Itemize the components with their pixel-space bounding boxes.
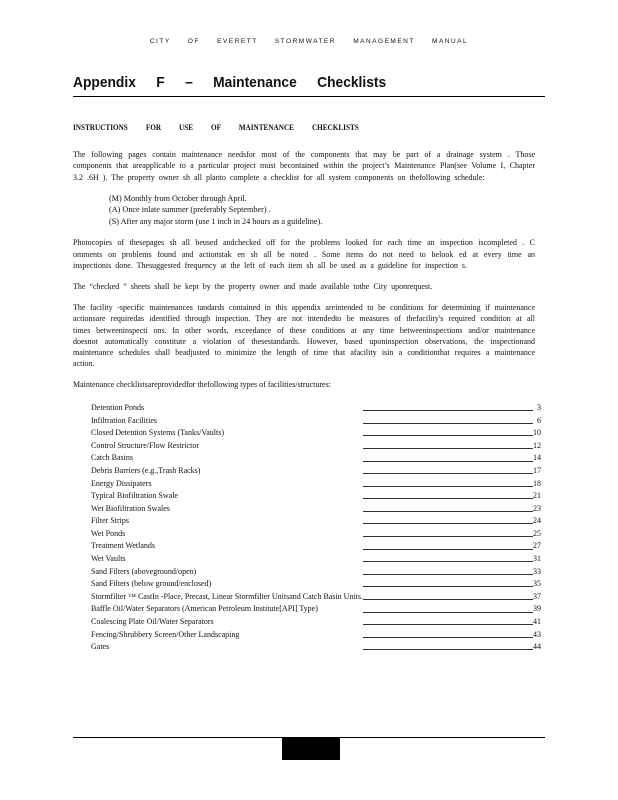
toc-leader (363, 501, 533, 514)
toc-row (91, 564, 541, 577)
toc-page: 12 (533, 440, 541, 450)
schedule-item: (M) Monthly from October through April. (109, 193, 247, 203)
toc-label: Sand Filters (aboveground/open) (91, 566, 197, 576)
schedule-item: (A) Once inlate summer (preferably September) . (109, 205, 271, 215)
toc-label: Filter Strips (91, 516, 130, 526)
schedule-list (109, 193, 535, 228)
toc-page: 39 (533, 604, 541, 614)
toc-page: 6 (537, 415, 541, 425)
toc-page: 41 (533, 617, 541, 627)
toc-label: Detention Ponds (91, 402, 145, 412)
toc-row (91, 577, 541, 590)
toc-leader (363, 464, 533, 477)
toc-row (91, 413, 541, 426)
toc-row (91, 552, 541, 565)
toc-row (91, 451, 541, 464)
toc-leader (363, 552, 533, 565)
toc-leader (363, 413, 533, 426)
toc-label: Wet Vaults (91, 554, 126, 564)
toc-leader (363, 401, 533, 414)
toc-label: Gates (91, 642, 110, 652)
paragraph-3: The “checked ” sheets shall be kept by the property owner and made available tothe City uponrequest. (73, 281, 433, 291)
toc-leader (363, 627, 533, 640)
toc-leader (363, 438, 533, 451)
toc-label: Control Structure/Flow Restrictor (91, 440, 199, 450)
toc-row (91, 438, 541, 451)
toc-label: Treatment Wetlands (91, 541, 156, 551)
toc-row (91, 426, 541, 439)
checklist-index (91, 401, 541, 653)
toc-label: Sand Filters (below ground/enclosed) (91, 579, 212, 589)
schedule-item: (S) After any major storm (use 1 inch in 24 hours as a guideline). (109, 216, 323, 226)
toc-label: Fencing/Shrubbery Screen/Other Landscaping (91, 629, 240, 639)
instructions-heading: INSTRUCTIONS FOR USE OF MAINTENANCE CHECKLISTS (73, 123, 359, 132)
toc-page: 24 (533, 516, 541, 526)
toc-row (91, 602, 541, 615)
toc-page: 10 (533, 428, 541, 438)
toc-page: 44 (533, 642, 541, 652)
title-rule (73, 96, 545, 97)
toc-intro: Maintenance checklistsareprovidedfor thefollowing types of facilities/structures: (73, 380, 331, 390)
toc-page: 21 (533, 491, 541, 501)
toc-leader (363, 615, 533, 628)
toc-page: 27 (533, 541, 541, 551)
toc-row (91, 501, 541, 514)
toc-page: 25 (533, 528, 541, 538)
toc-label: Typical Biofiltration Swale (91, 491, 178, 501)
toc-row (91, 401, 541, 414)
page-title: Appendix F – Maintenance Checklists (73, 74, 387, 91)
running-header: CITY OF EVERETT STORMWATER MANAGEMENT MANUAL (149, 38, 469, 45)
paragraph-4: The facility -specific maintenances tandards contained in this appendix areintended to be conditions for determining if maintenance actionsare requiredas identified through inspection. They are not intendedto be measures of thefacility's required condition at all times betweeninspecti ons. In other words, exceedance of these conditions at any time betweeninspections and/or maintenance doesnot automatically constitute a violation of thesestandards. However, based uponinspection observations, the inspectionand maintenance schedules shall beadjusted to minimize the length of time that afacility isin a conditionthat requires a maintenance action. (73, 303, 535, 369)
toc-row (91, 476, 541, 489)
toc-leader (363, 514, 533, 527)
toc-label: Catch Basins (91, 453, 133, 463)
toc-leader (363, 589, 533, 602)
toc-leader (363, 602, 533, 615)
toc-leader (363, 426, 533, 439)
toc-page: 43 (533, 629, 541, 639)
toc-page: 18 (533, 478, 541, 488)
toc-label: Baffle Oil/Water Separators (American Petroleum Institute[API] Type) (91, 604, 318, 614)
toc-leader (363, 539, 533, 552)
toc-leader (363, 640, 533, 653)
toc-label: Energy Dissipaters (91, 478, 152, 488)
toc-page: 31 (533, 554, 541, 564)
toc-row (91, 489, 541, 502)
toc-row (91, 464, 541, 477)
footer-tab-mark (282, 738, 340, 760)
toc-label: Infiltration Facilities (91, 415, 157, 425)
toc-label: Stormfilter ™ CastIn -Place, Precast, Linear Stormfilter Unitsand Catch Basin Units. (91, 591, 364, 601)
paragraph-2: Photocopies of thesepages sh all beused andchecked off for the problems looked for each time an inspection iscompleted . C omments on problems found and actionstak en sh all be noted . Some items do not need to belook ed at every time an inspectionis done. Thesuggested frequency at the left of each item sh all be used as a guideline for inspection s. (73, 238, 535, 270)
toc-row (91, 589, 541, 602)
toc-row (91, 615, 541, 628)
toc-row (91, 627, 541, 640)
toc-page: 33 (533, 566, 541, 576)
toc-leader (363, 526, 533, 539)
paragraph-1: The following pages contain maintenance needsfor most of the components that may be part of a drainage system . Those components that areapplicable to a particular project must becontained within the project’s Maintenance Plan(see Volume I, Chapter 3.2 .6H ). The property owner sh all planto complete a checklist for all system components on thefollowing schedule: (73, 150, 535, 182)
toc-label: Closed Detention Systems (Tanks/Vaults) (91, 428, 224, 438)
toc-leader (363, 564, 533, 577)
toc-page: 3 (537, 402, 541, 412)
toc-leader (363, 451, 533, 464)
toc-leader (363, 577, 533, 590)
toc-row (91, 539, 541, 552)
toc-page: 14 (533, 453, 541, 463)
toc-label: Coalescing Plate Oil/Water Separators (91, 617, 214, 627)
document-body (73, 122, 541, 652)
toc-page: 17 (533, 465, 541, 475)
toc-leader (363, 489, 533, 502)
toc-page: 35 (533, 579, 541, 589)
toc-leader (363, 476, 533, 489)
toc-page: 37 (533, 591, 541, 601)
toc-page: 23 (533, 503, 541, 513)
toc-row (91, 514, 541, 527)
toc-row (91, 640, 541, 653)
toc-label: Wet Biofiltration Swales (91, 503, 170, 513)
toc-label: Debris Barriers (e.g.,Trash Racks) (91, 465, 201, 475)
toc-row (91, 526, 541, 539)
toc-label: Wet Ponds (91, 528, 126, 538)
